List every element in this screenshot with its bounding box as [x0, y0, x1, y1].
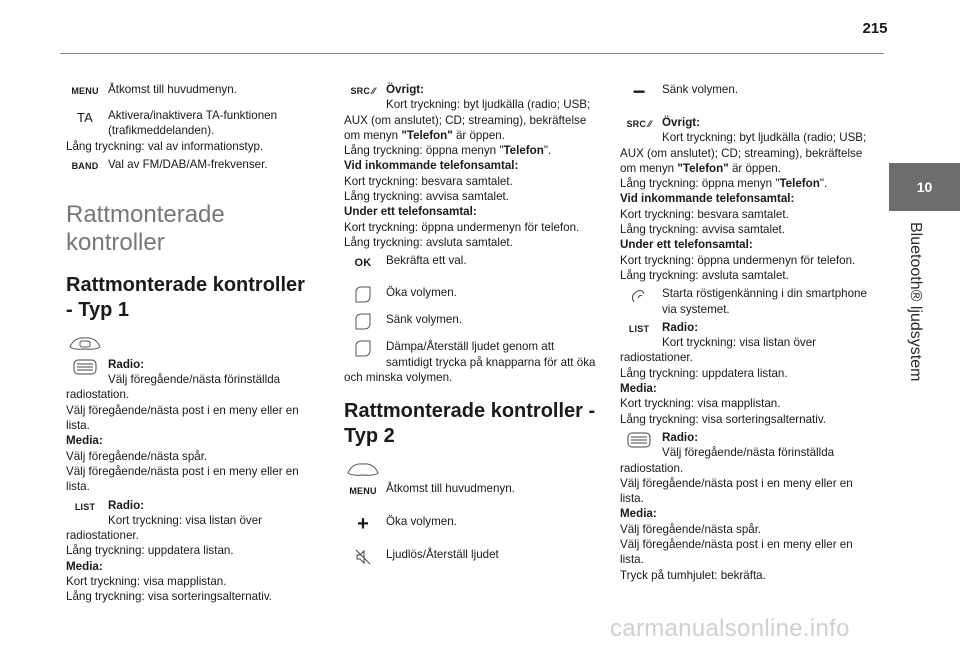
band-text: Val av FM/DAB/AM-frekvenser. — [108, 157, 268, 171]
list-radio-label: Radio: — [662, 320, 699, 334]
ta-text-3: Lång tryckning: val av informationstyp. — [66, 139, 264, 153]
t2-plus-block — [344, 514, 602, 544]
wheel-media-label: Media: — [620, 507, 657, 521]
ta-text-2: (trafikmeddelanden). — [108, 124, 215, 138]
steering-controls-icon — [66, 333, 316, 357]
minus-text: Sänk volymen. — [662, 83, 739, 96]
volume-down-text: Sänk volymen. — [386, 313, 463, 327]
column-2 — [344, 82, 602, 567]
list-radio-label: Radio: — [108, 498, 145, 512]
radio-line: Välj föregående/nästa förinställda — [108, 373, 281, 387]
src-block — [344, 82, 602, 250]
list-radio-line: radiostationer. — [66, 529, 139, 543]
ongoing-line: Lång tryckning: avsluta samtalet. — [620, 268, 789, 282]
band-item-block — [66, 157, 316, 177]
ongoing-line: Kort tryckning: öppna undermenyn för telefon. — [344, 220, 580, 234]
menu-open-line: om menyn "Telefon" är öppen. — [344, 128, 505, 142]
volume-up-rocker-icon — [344, 285, 382, 305]
subsection-heading-type1: Rattmonterade kontroller - Typ 1 — [66, 273, 305, 321]
thumbwheel-icon — [620, 430, 658, 450]
incoming-line: Lång tryckning: avvisa samtalet. — [620, 223, 785, 237]
radio-line: radiostation. — [66, 388, 130, 402]
long-press-line: Lång tryckning: öppna menyn "Telefon". — [620, 177, 828, 191]
wheel-radio-line: radiostation. — [620, 461, 684, 475]
wheel-media-line: Tryck på tumhjulet: bekräfta. — [620, 568, 766, 582]
ok-block — [344, 253, 602, 281]
media-line: lista. — [66, 480, 90, 494]
mute-line: Dämpa/Återställ ljudet genom att — [386, 340, 555, 354]
list-radio-line: Lång tryckning: uppdatera listan. — [620, 366, 788, 380]
mute-line: och minska volymen. — [344, 370, 453, 384]
media-label: Media: — [66, 434, 103, 448]
voice-line: via systemet. — [662, 302, 730, 316]
mute-line: samtidigt trycka på knapparna för att öka — [386, 355, 596, 369]
other-line: Kort tryckning: byt ljudkälla (radio; USB; — [386, 98, 591, 112]
ongoing-line: Kort tryckning: öppna undermenyn för telefon. — [620, 253, 856, 267]
incoming-line: Kort tryckning: besvara samtalet. — [344, 174, 513, 188]
thumbwheel-icon — [66, 357, 104, 377]
minus-icon: − — [632, 79, 646, 105]
wheel-radio-line: lista. — [620, 492, 644, 506]
wheel-media-line: lista. — [620, 553, 644, 567]
ok-button-icon: OK — [354, 256, 372, 269]
list-radio-line: Kort tryckning: visa listan över — [662, 336, 816, 350]
list-media-line: Lång tryckning: visa sorteringsalternativ. — [620, 412, 826, 426]
t2-menu-text: Åtkomst till huvudmenyn. — [386, 482, 515, 496]
volume-down-rocker-icon — [344, 312, 382, 332]
voice-line: Starta röstigenkänning i din smartphone — [662, 287, 867, 301]
ta-text-1: Aktivera/inaktivera TA-funktionen — [108, 109, 278, 122]
list-radio-line: Lång tryckning: uppdatera listan. — [66, 544, 234, 558]
list-media-label: Media: — [620, 382, 657, 396]
header-divider — [60, 53, 884, 54]
section-heading: Rattmonterade kontroller — [66, 200, 225, 256]
wheel-radio-line: Välj föregående/nästa post i en meny eller en — [620, 476, 853, 490]
list-radio-line: radiostationer. — [620, 351, 693, 365]
thumbwheel-block — [66, 357, 316, 495]
wheel-media-line: Välj föregående/nästa post i en meny eller en — [620, 538, 853, 552]
list-media-line: Lång tryckning: visa sorteringsalternativ. — [66, 590, 272, 604]
column-1 — [66, 82, 316, 608]
minus-block — [620, 79, 878, 112]
ta-button-icon: TA — [76, 110, 94, 126]
list-block — [66, 498, 316, 605]
radio-label: Radio: — [108, 357, 145, 371]
plus-icon: + — [357, 512, 369, 535]
media-line: Välj föregående/nästa spår. — [66, 449, 208, 463]
wheel-radio-label: Radio: — [662, 430, 699, 444]
menu-button-icon: MENU — [349, 485, 377, 496]
incoming-call-label: Vid inkommande telefonsamtal: — [344, 159, 519, 173]
list-radio-line: Kort tryckning: visa listan över — [108, 513, 262, 527]
other-line: AUX (om anslutet); CD; streaming), bekräftelse — [620, 146, 863, 160]
incoming-call-label: Vid inkommande telefonsamtal: — [620, 192, 795, 206]
voice-command-icon — [620, 286, 658, 306]
voice-block — [620, 286, 878, 317]
src-button-icon: SRC ⁄⁄ — [350, 86, 376, 97]
mute-block — [344, 339, 602, 385]
volume-up-block — [344, 285, 602, 309]
list-media-line: Kort tryckning: visa mapplistan. — [620, 397, 781, 411]
thumbwheel-block — [620, 430, 878, 583]
ongoing-call-label: Under ett telefonsamtal: — [344, 205, 477, 219]
wheel-media-line: Välj föregående/nästa spår. — [620, 522, 762, 536]
radio-line: lista. — [66, 419, 90, 433]
ongoing-call-label: Under ett telefonsamtal: — [620, 238, 753, 252]
chapter-title: Bluetooth® ljudsystem — [907, 222, 924, 382]
volume-down-block — [344, 312, 602, 336]
steering-controls-icon — [344, 459, 602, 481]
page-number: 215 — [862, 20, 888, 37]
long-press-line: Lång tryckning: öppna menyn "Telefon". — [344, 144, 552, 158]
other-line: AUX (om anslutet); CD; streaming), bekräftelse — [344, 113, 587, 127]
band-button-icon: BAND — [71, 161, 99, 172]
volume-rocker-both-icon — [344, 339, 382, 359]
other-label: Övrigt: — [386, 83, 425, 96]
t2-mute-block — [344, 547, 602, 562]
other-label: Övrigt: — [662, 116, 701, 129]
t2-plus-text: Öka volymen. — [386, 515, 457, 529]
src-button-icon: SRC ⁄⁄ — [626, 119, 652, 130]
incoming-line: Kort tryckning: besvara samtalet. — [620, 207, 789, 221]
other-line: Kort tryckning: byt ljudkälla (radio; USB; — [662, 131, 867, 145]
volume-up-text: Öka volymen. — [386, 286, 457, 300]
wheel-radio-line: Välj föregående/nästa förinställda — [662, 446, 835, 460]
list-block — [620, 320, 878, 427]
list-media-line: Kort tryckning: visa mapplistan. — [66, 575, 227, 589]
list-button-icon: LIST — [628, 324, 650, 335]
watermark: carmanualsonline.info — [610, 615, 850, 642]
menu-open-line: om menyn "Telefon" är öppen. — [620, 161, 781, 175]
incoming-line: Lång tryckning: avvisa samtalet. — [344, 190, 509, 204]
list-media-label: Media: — [66, 559, 103, 573]
t2-mute-text: Ljudlös/Återställ ljudet — [386, 548, 499, 562]
menu-text: Åtkomst till huvudmenyn. — [108, 83, 237, 96]
mute-speaker-icon — [344, 547, 382, 567]
radio-line: Välj föregående/nästa post i en meny eller en — [66, 403, 299, 417]
menu-button-icon: MENU — [71, 86, 99, 97]
menu-item-block — [66, 82, 316, 102]
chapter-tab: 10 — [889, 163, 960, 211]
ok-text: Bekräfta ett val. — [386, 254, 467, 268]
src-block — [620, 115, 878, 283]
ongoing-line: Lång tryckning: avsluta samtalet. — [344, 235, 513, 249]
t2-menu-block — [344, 481, 602, 511]
media-line: Välj föregående/nästa post i en meny eller en — [66, 464, 299, 478]
subsection-heading-type2: Rattmonterade kontroller - Typ 2 — [344, 400, 596, 448]
ta-item-block — [66, 108, 316, 154]
column-3 — [620, 79, 878, 586]
list-button-icon: LIST — [74, 501, 96, 512]
